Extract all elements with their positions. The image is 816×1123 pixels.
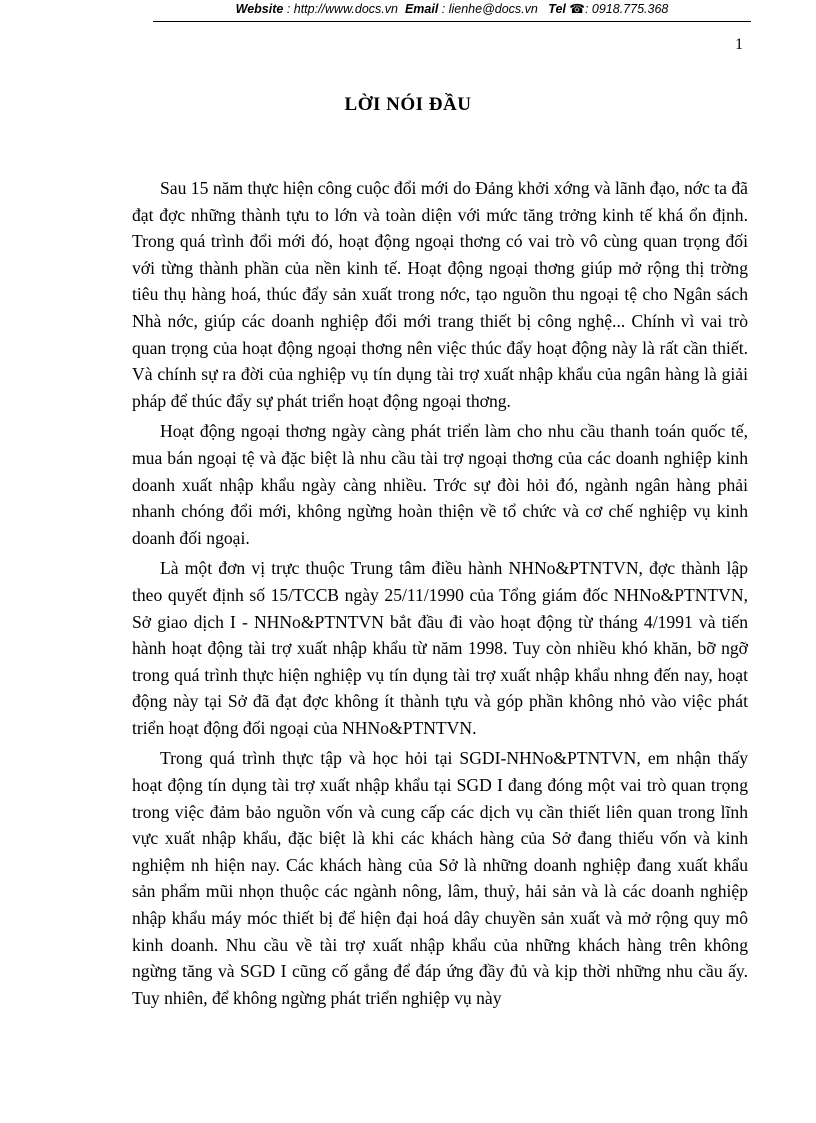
tel-value: : 0918.775.368 bbox=[584, 2, 669, 16]
document-body bbox=[132, 175, 748, 1015]
page-header bbox=[153, 0, 751, 22]
phone-icon: ☎ bbox=[569, 2, 585, 16]
website-value: : http://www.docs.vn bbox=[286, 2, 398, 16]
paragraph: Là một đơn vị trực thuộc Trung tâm điều hành NHNo&PTNTVN, đợc thành lập theo quyết định số 15/TCCB ngày 25/11/1990 của Tổng giám đốc NHNo&PTNTVN, Sở giao dịch I - NHNo&PTNTVN bắt đầu đi vào hoạt động từ tháng 4/1991 và tiến hành hoạt động tài trợ xuất nhập khẩu từ năm 1998. Tuy còn nhiều khó khăn, bỡ ngỡ trong quá trình thực hiện nghiệp vụ tín dụng tài trợ xuất nhập khẩu nhng đến nay, hoạt động này tại Sở đã đạt đợc không ít thành tựu và góp phần không nhỏ vào việc phát triển hoạt động đối ngoại của NHNo&PTNTVN. bbox=[132, 558, 748, 738]
email-value: : lienhe@docs.vn bbox=[441, 2, 538, 16]
email-label: Email bbox=[404, 2, 439, 16]
paragraph: Sau 15 năm thực hiện công cuộc đổi mới do Đảng khởi xớng và lãnh đạo, nớc ta đã đạt đợc những thành tựu to lớn và toàn diện với mức tăng trởng kinh tế khá ổn định. Trong quá trình đổi mới đó, hoạt động ngoại thơng có vai trò vô cùng quan trọng đối với từng thành phần của nền kinh tế. Hoạt động ngoại thơng giúp mở rộng thị trờng tiêu thụ hàng hoá, thúc đẩy sản xuất trong nớc, tạo nguồn thu ngoại tệ cho Ngân sách Nhà nớc, giúp các doanh nghiệp đổi mới trang thiết bị công nghệ... Chính vì vai trò quan trọng của hoạt động ngoại thơng nên việc thúc đẩy hoạt động này là rất cần thiết. Và chính sự ra đời của nghiệp vụ tín dụng tài trợ xuất nhập khẩu của ngân hàng là giải pháp để thúc đẩy sự phát triển hoạt động ngoại thơng. bbox=[132, 178, 748, 411]
page-title: LỜI NÓI ĐẦU bbox=[344, 94, 472, 115]
website-label: Website bbox=[235, 2, 284, 16]
paragraph: Trong quá trình thực tập và học hỏi tại SGDI-NHNo&PTNTVN, em nhận thấy hoạt động tín dụng tài trợ xuất nhập khẩu tại SGD I đang đóng một vai trò quan trọng trong việc đảm bảo nguồn vốn và cung cấp các dịch vụ cần thiết liên quan trong lĩnh vực xuất nhập khẩu, đặc biệt là khi các khách hàng của Sở đang thiếu vốn và kinh nghiệm nh hiện nay. Các khách hàng của Sở là những doanh nghiệp đang xuất khẩu sản phẩm mũi nhọn thuộc các ngành nông, lâm, thuỷ, hải sản và là các doanh nghiệp nhập khẩu máy móc thiết bị để hiện đại hoá dây chuyền sản xuất và mở rộng quy mô kinh doanh. Nhu cầu về tài trợ xuất nhập khẩu của những khách hàng trên không ngừng tăng và SGD I cũng cố gắng để đáp ứng đầy đủ và kịp thời những nhu cầu ấy. Tuy nhiên, để không ngừng phát triển nghiệp vụ này bbox=[132, 748, 748, 1008]
page-number: 1 bbox=[735, 36, 743, 53]
tel-label: Tel bbox=[548, 2, 566, 16]
paragraph: Hoạt động ngoại thơng ngày càng phát triển làm cho nhu cầu thanh toán quốc tế, mua bán ngoại tệ và đặc biệt là nhu cầu tài trợ ngoại thơng của các doanh nghiệp kinh doanh xuất nhập khẩu ngày càng nhiều. Trớc sự đòi hỏi đó, ngành ngân hàng phải nhanh chóng đổi mới, không ngừng hoàn thiện về tổ chức và cơ chế nghiệp vụ kinh doanh đối ngoại. bbox=[132, 421, 748, 548]
